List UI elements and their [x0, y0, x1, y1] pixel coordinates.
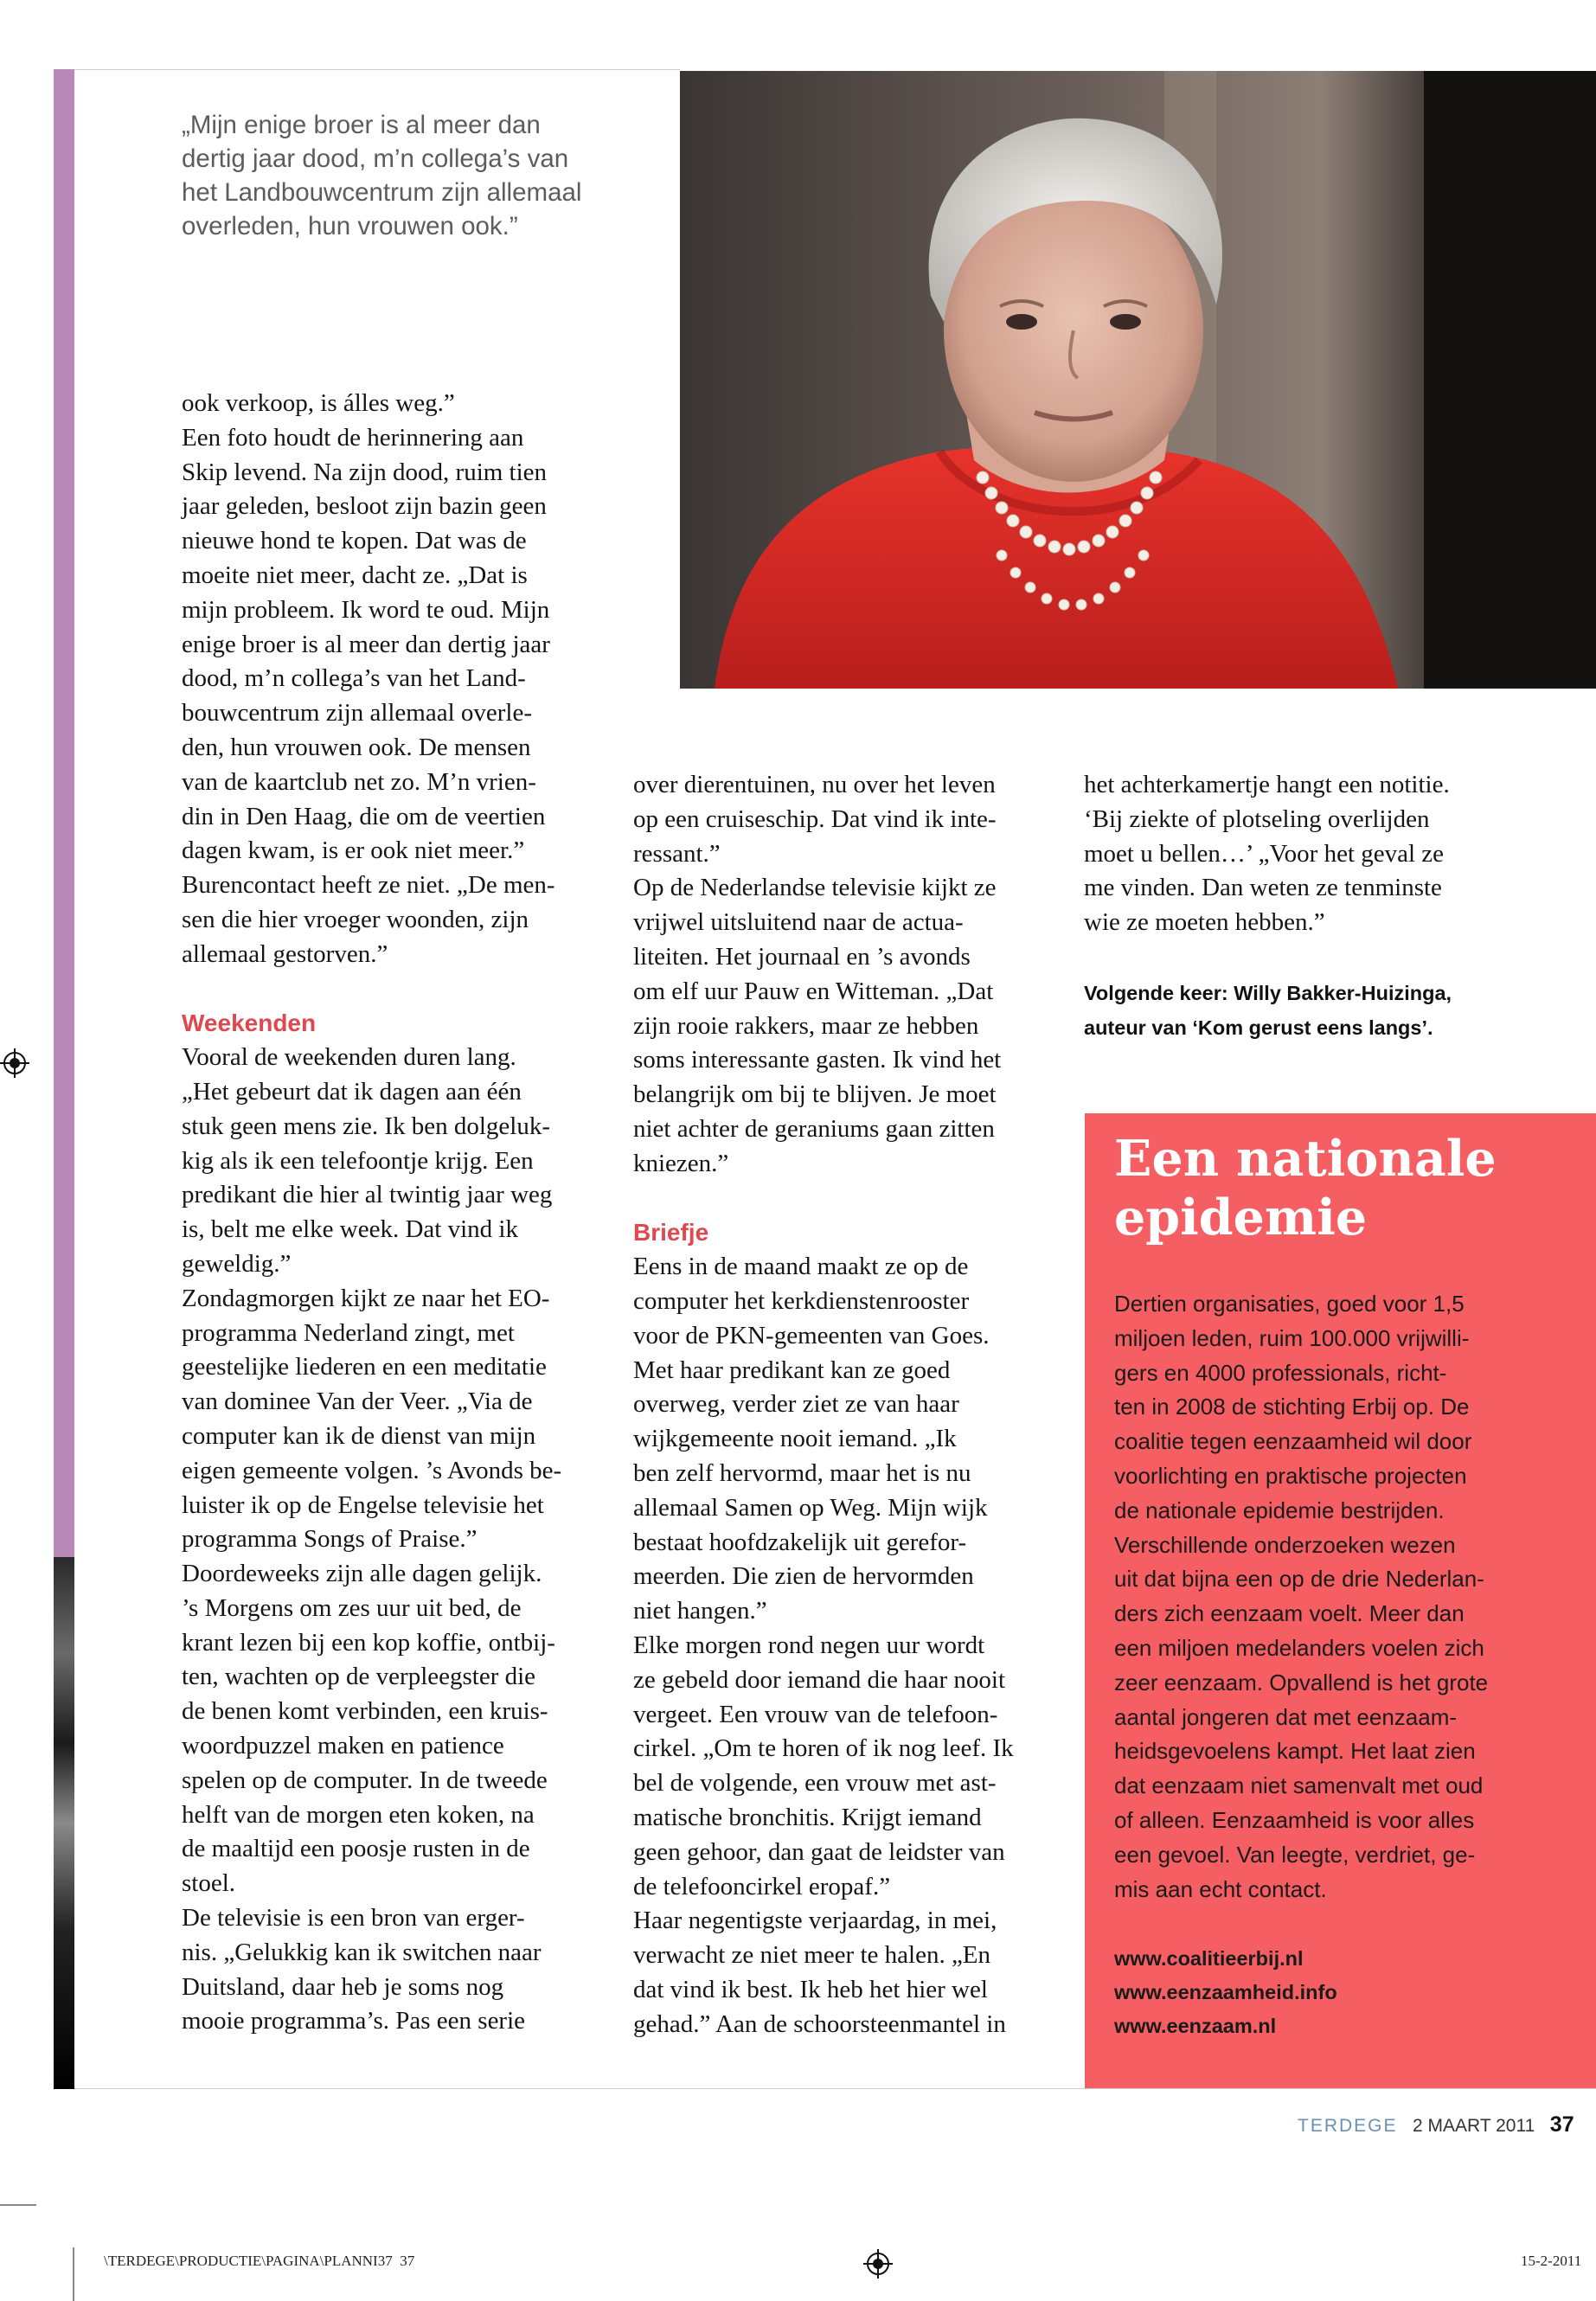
text-line: Elke morgen rond negen uur wordt — [633, 1631, 985, 1659]
registration-mark-icon — [0, 1048, 29, 1078]
text-line: geen gehoor, dan gaat de leidster van — [633, 1837, 1005, 1866]
printer-slug-right: 15-2-2011 — [1521, 2253, 1582, 2269]
frame-top-rule — [74, 69, 680, 70]
text-line: coalitie tegen eenzaamheid wil door — [1114, 1428, 1472, 1455]
paragraph — [1114, 1287, 1573, 1907]
text-line: overweg, verder ziet ze van haar — [633, 1390, 959, 1419]
text-line: het achterkamertje hangt een notitie. — [1084, 771, 1450, 798]
text-line: me vinden. Dan weten ze tenminste — [1084, 874, 1442, 902]
text-line: de benen komt verbinden, een kruis- — [182, 1697, 548, 1726]
text-line: moet u bellen…’ „Voor het geval ze — [1084, 839, 1445, 868]
text-line: een gevoel. Van leegte, verdriet, ge- — [1114, 1841, 1476, 1868]
text-line: Burencontact heeft ze niet. „De men- — [182, 871, 555, 900]
text-line: Doordeweeks zijn alle dagen gelijk. — [182, 1560, 542, 1588]
sidebar-title — [1114, 1130, 1564, 1247]
text-line: eigen gemeente volgen. ’s Avonds be- — [182, 1456, 562, 1484]
section-heading-weekenden: Weekenden — [182, 1009, 317, 1037]
text-line: ze gebeld door iemand die haar nooit — [633, 1665, 1006, 1694]
text-line: helft van de morgen eten koken, na — [182, 1800, 535, 1829]
frame-bottom-rule — [74, 2088, 1596, 2089]
sidebar-body — [1114, 1287, 1573, 1907]
text-line: predikant die hier al twintig jaar weg — [182, 1181, 553, 1209]
text-line: dagen kwam, is er ook niet meer.” — [182, 836, 525, 865]
sidebar-links — [1114, 1942, 1573, 2043]
crop-mark — [0, 2204, 36, 2206]
text-line: niet hangen.” — [633, 1597, 767, 1625]
sidebar-title-line: epidemie — [1114, 1189, 1368, 1247]
text-line: meerden. Die zien de hervormden — [633, 1562, 974, 1591]
section-heading-briefje: Briefje — [633, 1219, 709, 1247]
text-line: enige broer is al meer dan dertig jaar — [182, 630, 550, 658]
text-line: voorlichting en praktische projecten — [1114, 1462, 1467, 1489]
pull-quote-line: overleden, hun vrouwen ook.” — [182, 212, 518, 240]
text-line: of alleen. Eenzaamheid is voor alles — [1114, 1806, 1475, 1833]
paragraph — [182, 387, 614, 972]
text-line: sen die hier vroeger woonden, zijn — [182, 905, 529, 933]
text-line: matische bronchitis. Krijgt iemand — [633, 1803, 982, 1831]
left-photo-strip — [54, 1557, 74, 2089]
pull-quote-line: dertig jaar dood, m’n collega’s van — [182, 144, 569, 173]
page-number: 37 — [1549, 2112, 1574, 2137]
text-line: soms interessante gasten. Ik vind het — [633, 1046, 1002, 1074]
slug-path: \TERDEGE\PRODUCTIE\PAGINA\PLANNI37 — [104, 2253, 393, 2269]
text-line: programma Nederland zingt, met — [182, 1318, 515, 1347]
text-line: zijn rooie rakkers, maar ze hebben — [633, 1011, 979, 1040]
text-line: verwacht ze niet meer te halen. „En — [633, 1941, 991, 1970]
text-line: programma Songs of Praise.” — [182, 1525, 478, 1554]
text-line: mis aan echt contact. — [1114, 1875, 1327, 1902]
text-line: wie ze moeten hebben.” — [1084, 908, 1325, 937]
text-line: Dertien organisaties, goed voor 1,5 — [1114, 1291, 1465, 1317]
article-column-2 — [633, 768, 1066, 2041]
text-line: niet achter de geraniums gaan zitten — [633, 1114, 995, 1143]
issue-date: 2 MAART 2011 — [1413, 2116, 1535, 2136]
pull-quote — [182, 108, 623, 243]
text-line: liteiten. Het journaal en ’s avonds — [633, 942, 971, 971]
text-line: bel de volgende, een vrouw met ast- — [633, 1769, 997, 1798]
text-line: Op de Nederlandse televisie kijkt ze — [633, 874, 997, 902]
text-line: om elf uur Pauw en Witteman. „Dat — [633, 977, 994, 1005]
text-line: geweldig.” — [182, 1249, 292, 1278]
text-line: Skip levend. Na zijn dood, ruim tien — [182, 458, 548, 486]
text-line: allemaal Samen op Weg. Mijn wijk — [633, 1493, 988, 1522]
text-line: auteur van ‘Kom gerust eens langs’. — [1084, 1016, 1433, 1039]
text-line: dood, m’n collega’s van het Land- — [182, 664, 526, 693]
slug-page: 37 — [400, 2253, 415, 2269]
text-line: Met haar predikant kan ze goed — [633, 1356, 951, 1384]
text-line: een miljoen medelanders voelen zich — [1114, 1634, 1484, 1661]
next-time-note — [1084, 976, 1534, 1045]
text-line: nis. „Gelukkig kan ik switchen naar — [182, 1938, 542, 1966]
text-line: mooie programma’s. Pas een serie — [182, 2007, 526, 2035]
text-line: ’s Morgens om zes uur uit bed, de — [182, 1593, 522, 1622]
text-line: den, hun vrouwen ook. De mensen — [182, 733, 531, 761]
article-column-3 — [1084, 768, 1516, 940]
text-line: ressant.” — [633, 839, 721, 868]
text-line: De televisie is een bron van erger- — [182, 1904, 525, 1932]
text-line: uit dat bijna een op de drie Nederlan- — [1114, 1566, 1484, 1593]
link-coalitieerbij[interactable]: www.coalitieerbij.nl — [1114, 1947, 1304, 1970]
text-line: aantal jongeren dat met eenzaam- — [1114, 1703, 1458, 1730]
registration-mark-icon — [863, 2249, 893, 2279]
text-line: miljoen leden, ruim 100.000 vrijwilli- — [1114, 1324, 1470, 1351]
paragraph — [633, 768, 1066, 1182]
text-line: gehad.” Aan de schoorsteenmantel in — [633, 2009, 1006, 2038]
text-line: vrijwel uitsluitend naar de actua- — [633, 908, 964, 937]
text-line: jaar geleden, besloot zijn bazin geen — [182, 492, 547, 521]
text-line: zeer eenzaam. Opvallend is het grote — [1114, 1669, 1489, 1695]
paragraph — [182, 1041, 614, 2039]
text-line: over dierentuinen, nu over het leven — [633, 771, 996, 798]
text-line: Haar negentigste verjaardag, in mei, — [633, 1907, 997, 1935]
text-line: dat vind ik best. Ik heb het hier wel — [633, 1975, 988, 2003]
text-line: de telefooncirkel eropaf.” — [633, 1872, 891, 1900]
text-line: computer kan ik de dienst van mijn — [182, 1421, 536, 1450]
text-line: Volgende keer: Willy Bakker-Huizinga, — [1084, 982, 1452, 1004]
text-line: moeite niet meer, dacht ze. „Dat is — [182, 561, 528, 589]
paragraph — [633, 1250, 1066, 2041]
text-line: heidsgevoelens kampt. Het laat zien — [1114, 1738, 1476, 1765]
printer-slug-left — [104, 2253, 414, 2270]
text-line: op een cruiseschip. Dat vind ik inte- — [633, 804, 997, 833]
text-line: wijkgemeente nooit iemand. „Ik — [633, 1425, 957, 1453]
text-line: ben zelf hervormd, maar het is nu — [633, 1458, 971, 1487]
pull-quote-line: „Mijn enige broer is al meer dan — [182, 111, 541, 139]
text-line: ‘Bij ziekte of plotseling overlijden — [1084, 804, 1430, 833]
text-line: ook verkoop, is álles weg.” — [182, 389, 455, 417]
text-line: is, belt me elke week. Dat vind ik — [182, 1215, 518, 1244]
text-line: Vooral de weekenden duren lang. — [182, 1043, 516, 1072]
text-line: kniezen.” — [633, 1149, 729, 1177]
text-line: Zondagmorgen kijkt ze naar het EO- — [182, 1284, 550, 1312]
text-line: Een foto houdt de herinnering aan — [182, 423, 524, 452]
text-line: belangrijk om bij te blijven. Je moet — [633, 1080, 997, 1109]
text-line: din in Den Haag, die om de veertien — [182, 802, 546, 830]
text-line: krant lezen bij een kop koffie, ontbij- — [182, 1628, 555, 1657]
text-line: stuk geen mens zie. Ik ben dolgeluk- — [182, 1112, 551, 1140]
text-line: de maaltijd een poosje rusten in de — [182, 1835, 530, 1863]
text-line: vergeet. Een vrouw van de telefoon- — [633, 1700, 998, 1728]
text-line: bouwcentrum zijn allemaal overle- — [182, 699, 533, 727]
text-line: Duitsland, daar heb je soms nog — [182, 1972, 504, 2001]
text-line: cirkel. „Om te horen of ik nog leef. Ik — [633, 1734, 1014, 1763]
portrait-photo-icon — [680, 71, 1596, 689]
text-line: bestaat hoofdzakelijk uit gerefor- — [633, 1528, 967, 1556]
article-column-1 — [182, 387, 614, 2039]
magazine-name: TERDEGE — [1298, 2116, 1398, 2136]
text-line: spelen op de computer. In de tweede — [182, 1766, 548, 1794]
paragraph — [1084, 768, 1516, 940]
sidebar-title-line: Een nationale — [1114, 1130, 1497, 1188]
text-line: van de kaartclub net zo. M’n vrien- — [182, 767, 536, 796]
link-eenzaam[interactable]: www.eenzaam.nl — [1114, 2015, 1277, 2037]
text-line: luister ik op de Engelse televisie het — [182, 1490, 544, 1519]
text-line: „Het gebeurt dat ik dagen aan één — [182, 1077, 522, 1106]
text-line: van dominee Van der Veer. „Via de — [182, 1388, 533, 1416]
text-line: allemaal gestorven.” — [182, 939, 388, 968]
text-line: geestelijke liederen en een meditatie — [182, 1353, 547, 1381]
text-line: woordpuzzel maken en patience — [182, 1732, 504, 1760]
text-line: voor de PKN-gemeenten van Goes. — [633, 1321, 990, 1349]
text-line: kig als ik een telefoontje krijg. Een — [182, 1146, 534, 1175]
text-line: ders zich eenzaam voelt. Meer dan — [1114, 1600, 1465, 1627]
text-line: nieuwe hond te kopen. Dat was de — [182, 527, 527, 555]
text-line: mijn probleem. Ik word te oud. Mijn — [182, 595, 550, 624]
text-line: gers en 4000 professionals, richt- — [1114, 1359, 1447, 1386]
text-line: ten, wachten op de verpleegster die — [182, 1663, 536, 1691]
text-line: de nationale epidemie bestrijden. — [1114, 1497, 1445, 1523]
portrait-photo — [680, 71, 1596, 689]
page-folio — [1298, 2109, 1596, 2140]
text-line: ten in 2008 de stichting Erbij op. De — [1114, 1394, 1470, 1420]
text-line: computer het kerkdienstenrooster — [633, 1286, 970, 1315]
pull-quote-line: het Landbouwcentrum zijn allemaal — [182, 178, 582, 207]
text-line: stoel. — [182, 1869, 236, 1898]
crop-mark — [73, 2247, 74, 2301]
text-line: Verschillende onderzoeken wezen — [1114, 1531, 1456, 1558]
text-line: Eens in de maand maakt ze op de — [633, 1253, 969, 1281]
text-line: dat eenzaam niet samenvalt met oud — [1114, 1772, 1484, 1799]
link-eenzaamheid[interactable]: www.eenzaamheid.info — [1114, 1981, 1337, 2003]
